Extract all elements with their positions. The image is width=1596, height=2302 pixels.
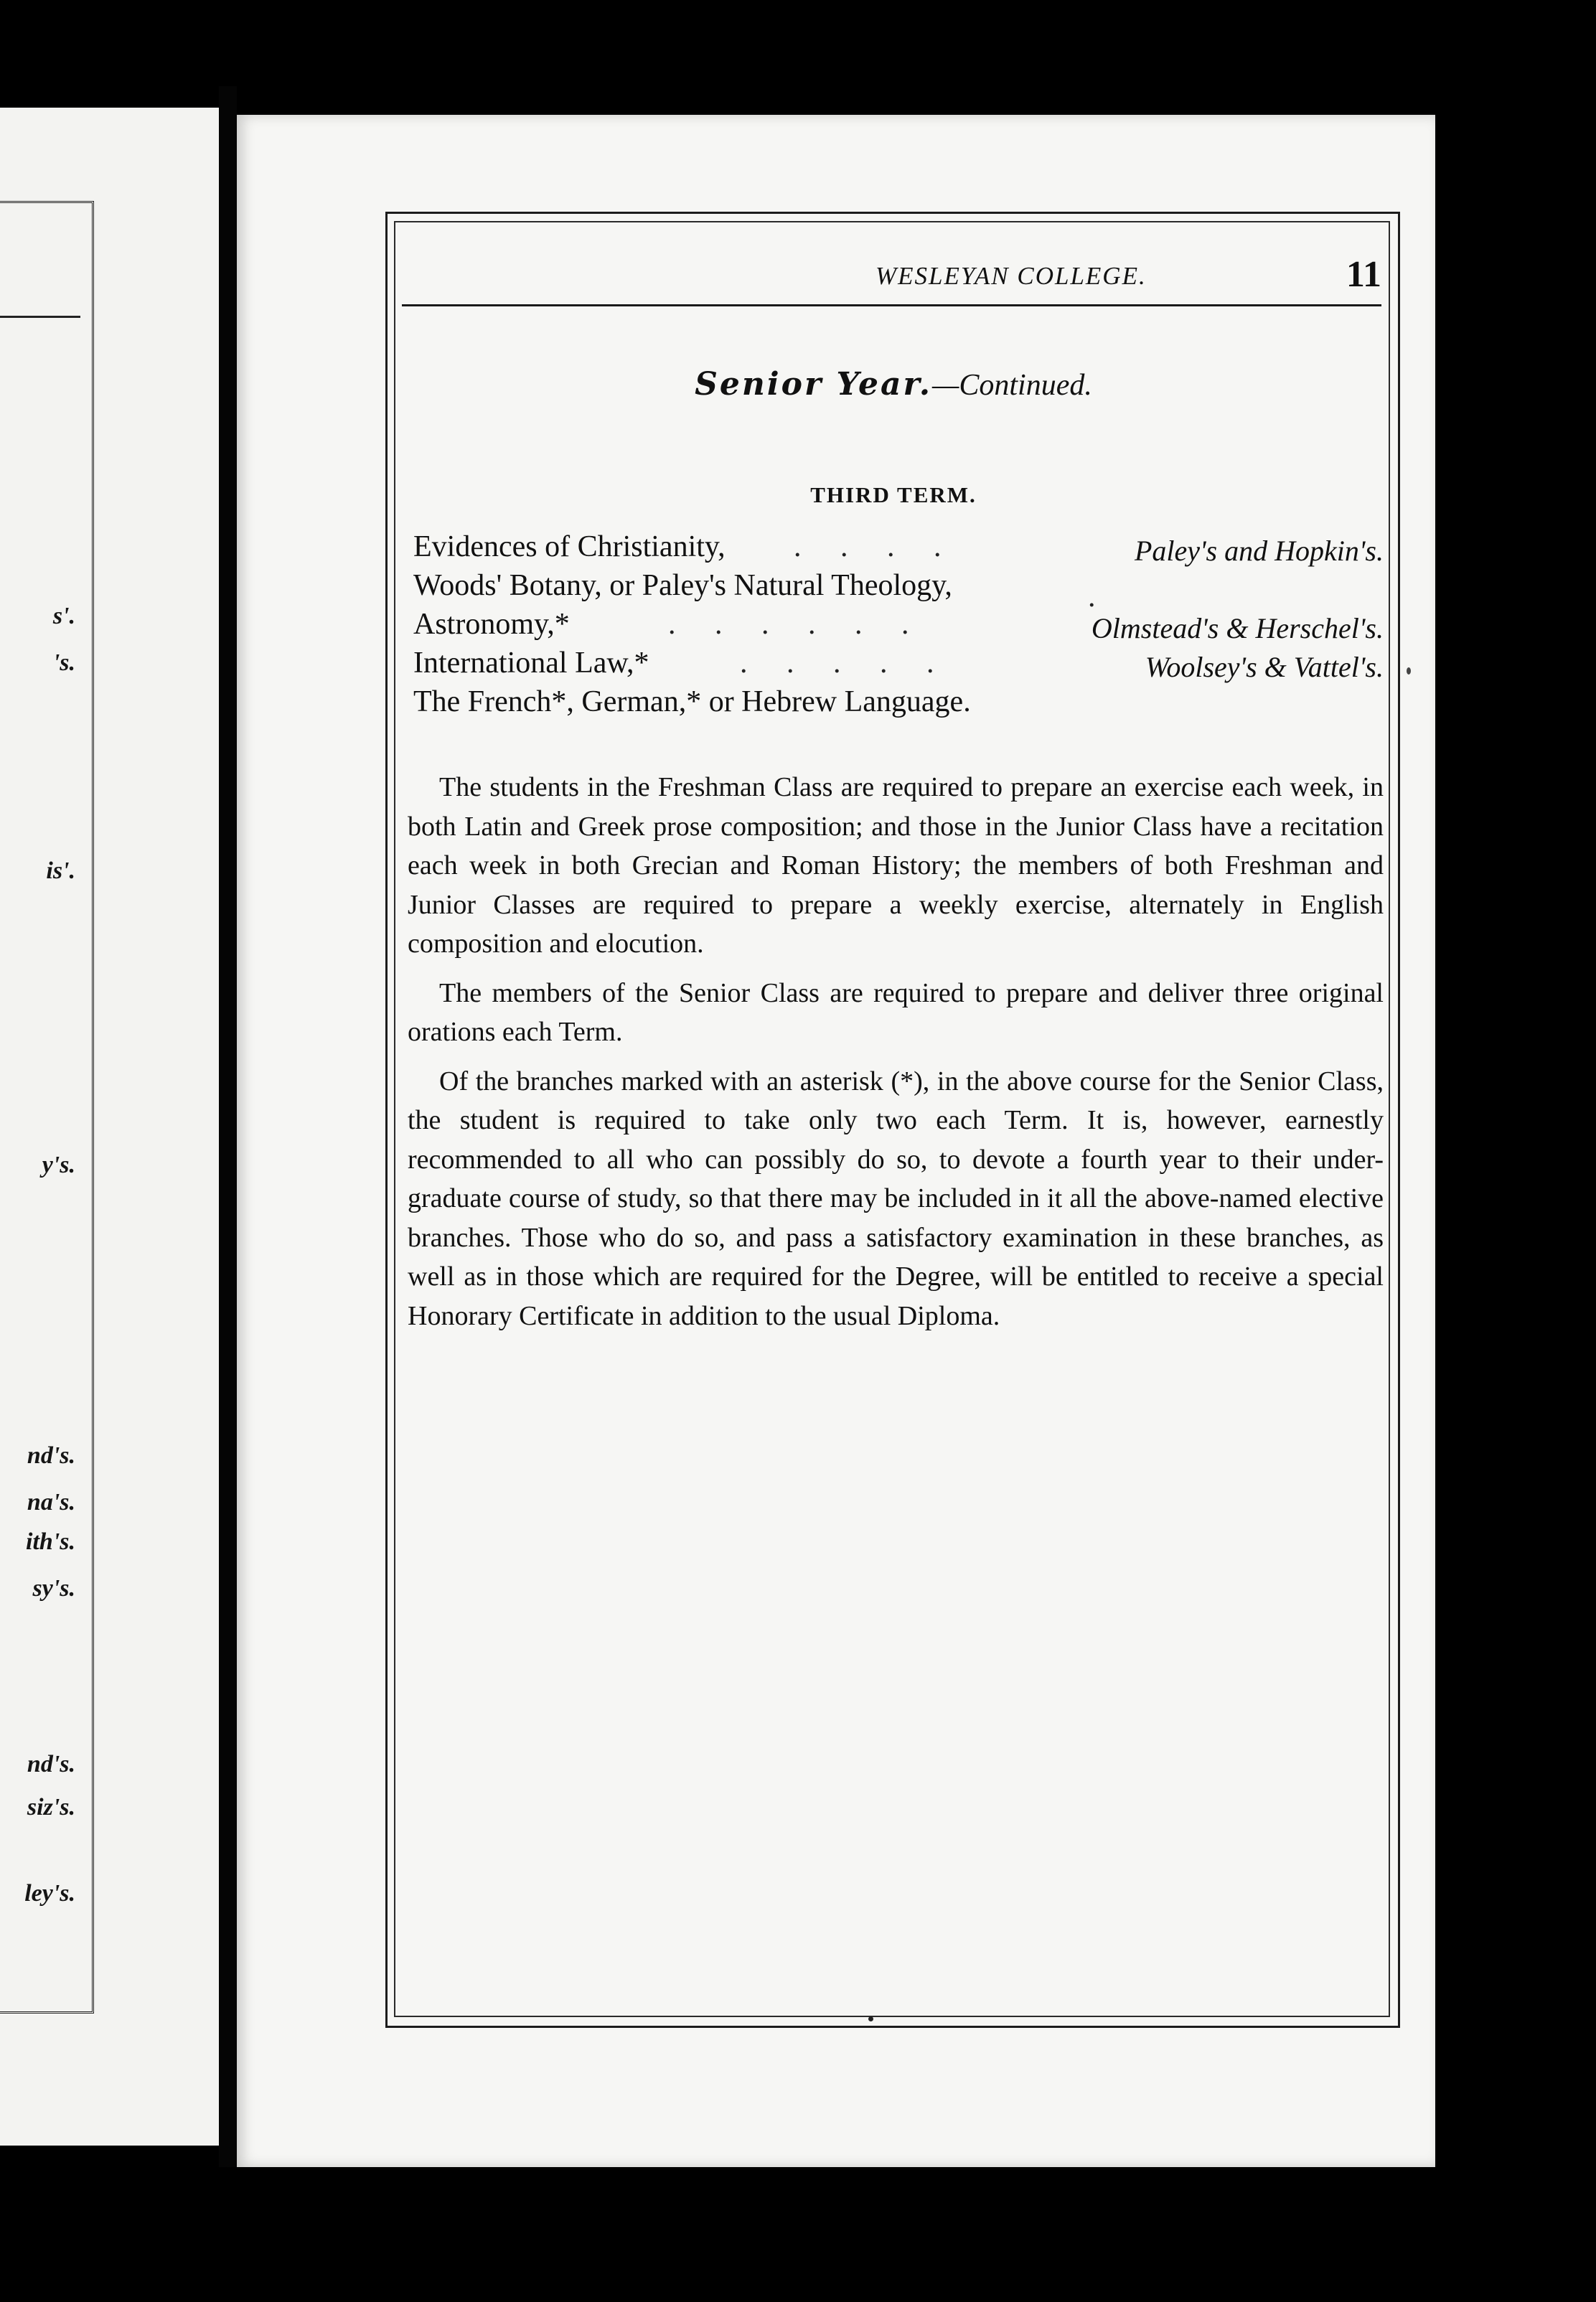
previous-page-fragment: sy's. — [32, 1575, 75, 1602]
previous-page-fragment: y's. — [42, 1152, 75, 1178]
running-head: WESLEYAN COLLEGE. — [876, 262, 1147, 290]
term-heading: THIRD TERM. — [810, 482, 977, 507]
course-subject: International Law,* — [413, 647, 649, 680]
page-header — [402, 248, 1381, 295]
course-author: Paley's and Hopkin's. — [1134, 535, 1384, 567]
paragraph: The members of the Senior Class are required to prepare and deliver three original orations each Term. — [408, 977, 1384, 1047]
section-title-main: Senior Year. — [695, 366, 933, 403]
course-row — [413, 566, 1384, 614]
page-number: 11 — [1346, 254, 1381, 295]
previous-page — [0, 108, 220, 2146]
previous-page-fragment: is'. — [46, 858, 75, 884]
course-subject: Woods' Botany, or Paley's Natural Theology, — [413, 569, 952, 602]
course-subject: The French*, German,* or Hebrew Language. — [413, 685, 971, 718]
course-list — [413, 527, 1384, 721]
leader-dots: . . . . . — [740, 647, 950, 680]
previous-page-fragment: nd's. — [27, 1442, 75, 1469]
course-row — [413, 644, 1384, 682]
book-gutter — [219, 86, 237, 2167]
print-speck — [868, 2016, 873, 2021]
course-subject: Astronomy,* — [413, 608, 570, 641]
paragraph: Of the branches marked with an asterisk (*), in the above course for the Senior Class, the student is required to take only two each Term. It is, however, earnestly recommended to all who can possibly do so, to devote a fourth year to their under-graduate course of study, so that there may be included in it all the above-named elective branches. Those who do so, and pass a satisfactory examination in these branches, as well as in those which are required for the Degree, will be entitled to receive a special Honorary Certificate in addition to the usual Diploma. — [408, 1066, 1384, 1331]
course-subject: Evidences of Christianity, — [413, 530, 726, 563]
paragraph: The students in the Freshman Class are required to prepare an exercise each week, in both Latin and Greek prose composition; and those in the Junior Class have a recitation each week in both Grecian and Roman History; the members of both Freshman and Junior Classes are required to prepare a weekly exercise, alternately in English composition and elocution. — [408, 772, 1384, 959]
course-author: Olmstead's & Herschel's. — [1091, 612, 1384, 644]
previous-page-fragment: 's. — [52, 649, 75, 676]
previous-page-fragment: siz's. — [27, 1794, 75, 1821]
previous-page-header-rule — [0, 316, 80, 318]
course-author: Woolsey's & Vattel's. — [1145, 651, 1384, 683]
leader-dots: . — [1088, 581, 1112, 614]
course-row — [413, 527, 1384, 566]
previous-page-fragment: ley's. — [24, 1880, 75, 1907]
body-text — [408, 768, 1384, 1345]
leader-dots: . . . . . . — [668, 608, 925, 641]
header-rule — [402, 304, 1381, 306]
previous-page-fragment: s'. — [52, 603, 75, 629]
previous-page-fragment: na's. — [27, 1489, 75, 1516]
section-title — [402, 366, 1385, 403]
section-title-continued: —Continued. — [932, 369, 1092, 402]
previous-page-fragment: nd's. — [27, 1751, 75, 1777]
print-speck — [1407, 667, 1411, 675]
previous-page-fragment: ith's. — [26, 1528, 75, 1555]
course-row — [413, 682, 1384, 721]
previous-page-frame — [0, 201, 94, 2014]
book-page — [237, 115, 1435, 2167]
course-row — [413, 605, 1384, 644]
leader-dots: . . . . — [794, 530, 957, 563]
